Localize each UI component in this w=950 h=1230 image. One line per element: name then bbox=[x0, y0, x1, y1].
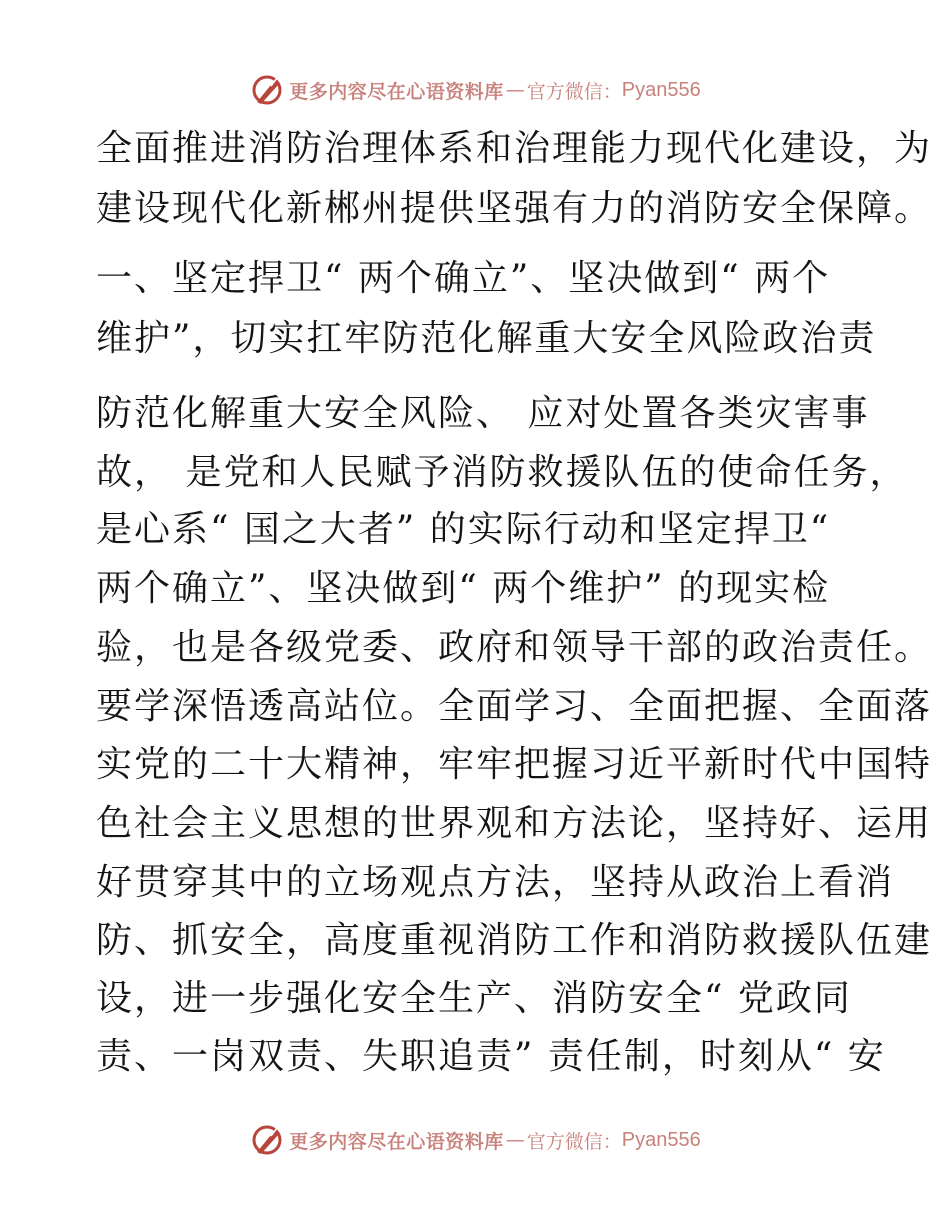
watermark-banner-top bbox=[0, 70, 950, 110]
watermark-text: 更多内容尽在心语资料库 bbox=[289, 1130, 504, 1153]
watermark-id: Pyan556 bbox=[621, 78, 701, 101]
text-line-7: 是心系“ 国之大者” 的实际行动和坚定捍卫“ bbox=[96, 509, 831, 550]
text-line-11: 实党的二十大精神，牢牢把握习近平新时代中国特 bbox=[96, 744, 933, 785]
text-line-15: 设，进一步强化安全生产、消防安全“ 党政同 bbox=[96, 978, 852, 1019]
text-line-4: 维护”，切实扛牢防范化解重大安全风险政治责 bbox=[96, 318, 877, 359]
text-line-9: 验，也是各级党委、政府和领导干部的政治责任。 bbox=[96, 627, 933, 668]
text-line-14: 防、抓安全，高度重视消防工作和消防救援队伍建 bbox=[96, 920, 933, 961]
text-line-3: 一、坚定捍卫“ 两个确立”、坚决做到“ 两个 bbox=[96, 258, 831, 299]
watermark-id: Pyan556 bbox=[621, 1128, 701, 1151]
watermark-banner-bottom bbox=[0, 1120, 950, 1160]
watermark-text: 更多内容尽在心语资料库 bbox=[289, 80, 504, 103]
text-line-13: 好贯穿其中的立场观点方法，坚持从政治上看消 bbox=[96, 862, 895, 903]
text-line-2: 建设现代化新郴州提供坚强有力的消防安全保障。 bbox=[96, 188, 933, 229]
text-line-8: 两个确立”、坚决做到“ 两个维护” 的现实检 bbox=[96, 568, 831, 609]
text-line-5: 防范化解重大安全风险、 应对处置各类灾害事 bbox=[96, 393, 870, 434]
watermark-separator: — bbox=[505, 1129, 525, 1151]
text-line-1: 全面推进消防治理体系和治理能力现代化建设，为 bbox=[96, 128, 933, 169]
watermark-separator: — bbox=[505, 79, 525, 101]
text-line-16: 责、一岗双责、失职追责” 责任制，时刻从“ 安 bbox=[96, 1036, 886, 1077]
text-line-12: 色社会主义思想的世界观和方法论，坚持好、运用 bbox=[96, 803, 933, 844]
pen-logo-icon bbox=[249, 72, 285, 108]
text-line-10: 要学深悟透高站位。全面学习、全面把握、全面落 bbox=[96, 686, 933, 727]
text-line-6: 故， 是党和人民赋予消防救援队伍的使命任务， bbox=[96, 452, 908, 493]
pen-logo-icon bbox=[249, 1122, 285, 1158]
watermark-label: 官方微信： bbox=[526, 1130, 622, 1153]
watermark-label: 官方微信： bbox=[526, 80, 622, 103]
